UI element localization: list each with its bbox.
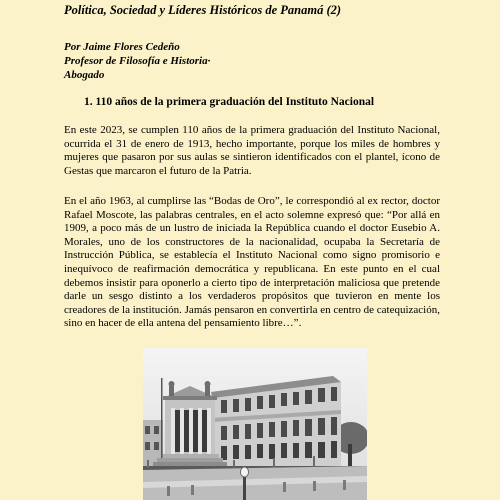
series-title: Política, Sociedad y Líderes Históricos de Panamá (2) (64, 3, 342, 17)
section-heading: 1. 110 años de la primera graduación del Instituto Nacional (84, 96, 375, 108)
author-role: Profesor de Filosofía e Historia· (64, 55, 211, 67)
building-photo (143, 348, 367, 500)
paragraph: En el año 1963, al cumplirse las “Bodas de Oro”, le correspondió al ex rector, doctor Rafael Moscote, las palabras centrales, en el acto solemne expresó que: “Por allá en 1909, a poco más de un lustro de iniciada la República cuando el doctor Eusebio A. Morales, uno de los constructores de la nacionalidad, ocupaba la Secretaría de Instrucción Pública, se establecía el Instituto Nacional como signo promisorio e inequívoco de reafirmación democrática y republicana. En este punto en el cual debemos insistir para oponerlo a cierto tipo de interpretación maliciosa que pretende darle un sesgo distinto a los verdaderos propósitos que tuvieron en mente los creadores de la institución. Jamás pensaron en convertirla en centro de catequización, sino en hacer de ella antena del pensamiento libre…”. (64, 195, 440, 330)
author-role-secondary: Abogado (64, 69, 105, 81)
paragraph: En este 2023, se cumplen 110 años de la primera graduación del Instituto Nacional, ocurrida el 31 de enero de 1913, hecho importante, porque los miles de hombres y mujeres que pasaron por sus aulas se sintieron identificados con el plantel, ícono de Gestas que marcaron el futuro de la Patria. (64, 124, 440, 177)
author-name: Por Jaime Flores Cedeño (64, 41, 180, 53)
author-block (64, 40, 210, 82)
